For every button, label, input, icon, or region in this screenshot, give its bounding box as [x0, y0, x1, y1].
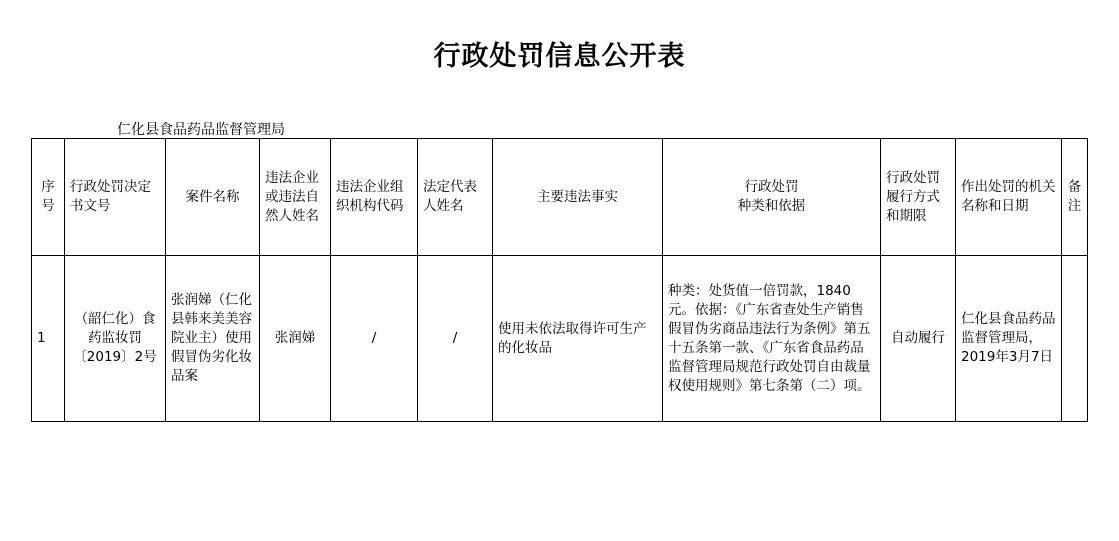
cell-execution: 自动履行 [881, 256, 956, 422]
cell-facts: 使用未依法取得许可生产的化妆品 [493, 256, 663, 422]
cell-authority: 仁化县食品药品监督管理局，2019年3月7日 [956, 256, 1062, 422]
table-header-row [32, 139, 1088, 256]
header-seq: 序号 [32, 139, 65, 256]
header-legal-rep: 法定代表人姓名 [418, 139, 493, 256]
cell-org-code: / [331, 256, 418, 422]
header-doc-no: 行政处罚决定书文号 [65, 139, 166, 256]
header-remarks: 备注 [1062, 139, 1088, 256]
cell-offender: 张润娣 [260, 256, 331, 422]
cell-doc-no: （韶仁化）食药监妆罚〔2019〕2号 [65, 256, 166, 422]
header-penalty: 行政处罚 种类和依据 [663, 139, 881, 256]
header-offender: 违法企业或违法自然人姓名 [260, 139, 331, 256]
page-title: 行政处罚信息公开表 [433, 41, 686, 72]
penalty-table [31, 138, 1088, 422]
header-authority: 作出处罚的机关名称和日期 [956, 139, 1062, 256]
table-row [32, 256, 1088, 422]
cell-case-name: 张润娣（仁化县韩来美美容院业主）使用假冒伪劣化妆品案 [166, 256, 260, 422]
header-execution: 行政处罚履行方式和期限 [881, 139, 956, 256]
cell-remarks [1062, 256, 1088, 422]
header-facts: 主要违法事实 [493, 139, 663, 256]
cell-penalty: 种类：处货值一倍罚款，1840元。依据：《广东省查处生产销售假冒伪劣商品违法行为条例》第五十五条第一款、《广东省食品药品监督管理局规范行政处罚自由裁量权使用规则》第七条第（二）项。 [663, 256, 881, 422]
header-case-name: 案件名称 [166, 139, 260, 256]
cell-seq: 1 [32, 256, 65, 422]
cell-legal-rep: / [418, 256, 493, 422]
header-org-code: 违法企业组织机构代码 [331, 139, 418, 256]
agency-name: 仁化县食品药品监督管理局 [117, 122, 285, 138]
